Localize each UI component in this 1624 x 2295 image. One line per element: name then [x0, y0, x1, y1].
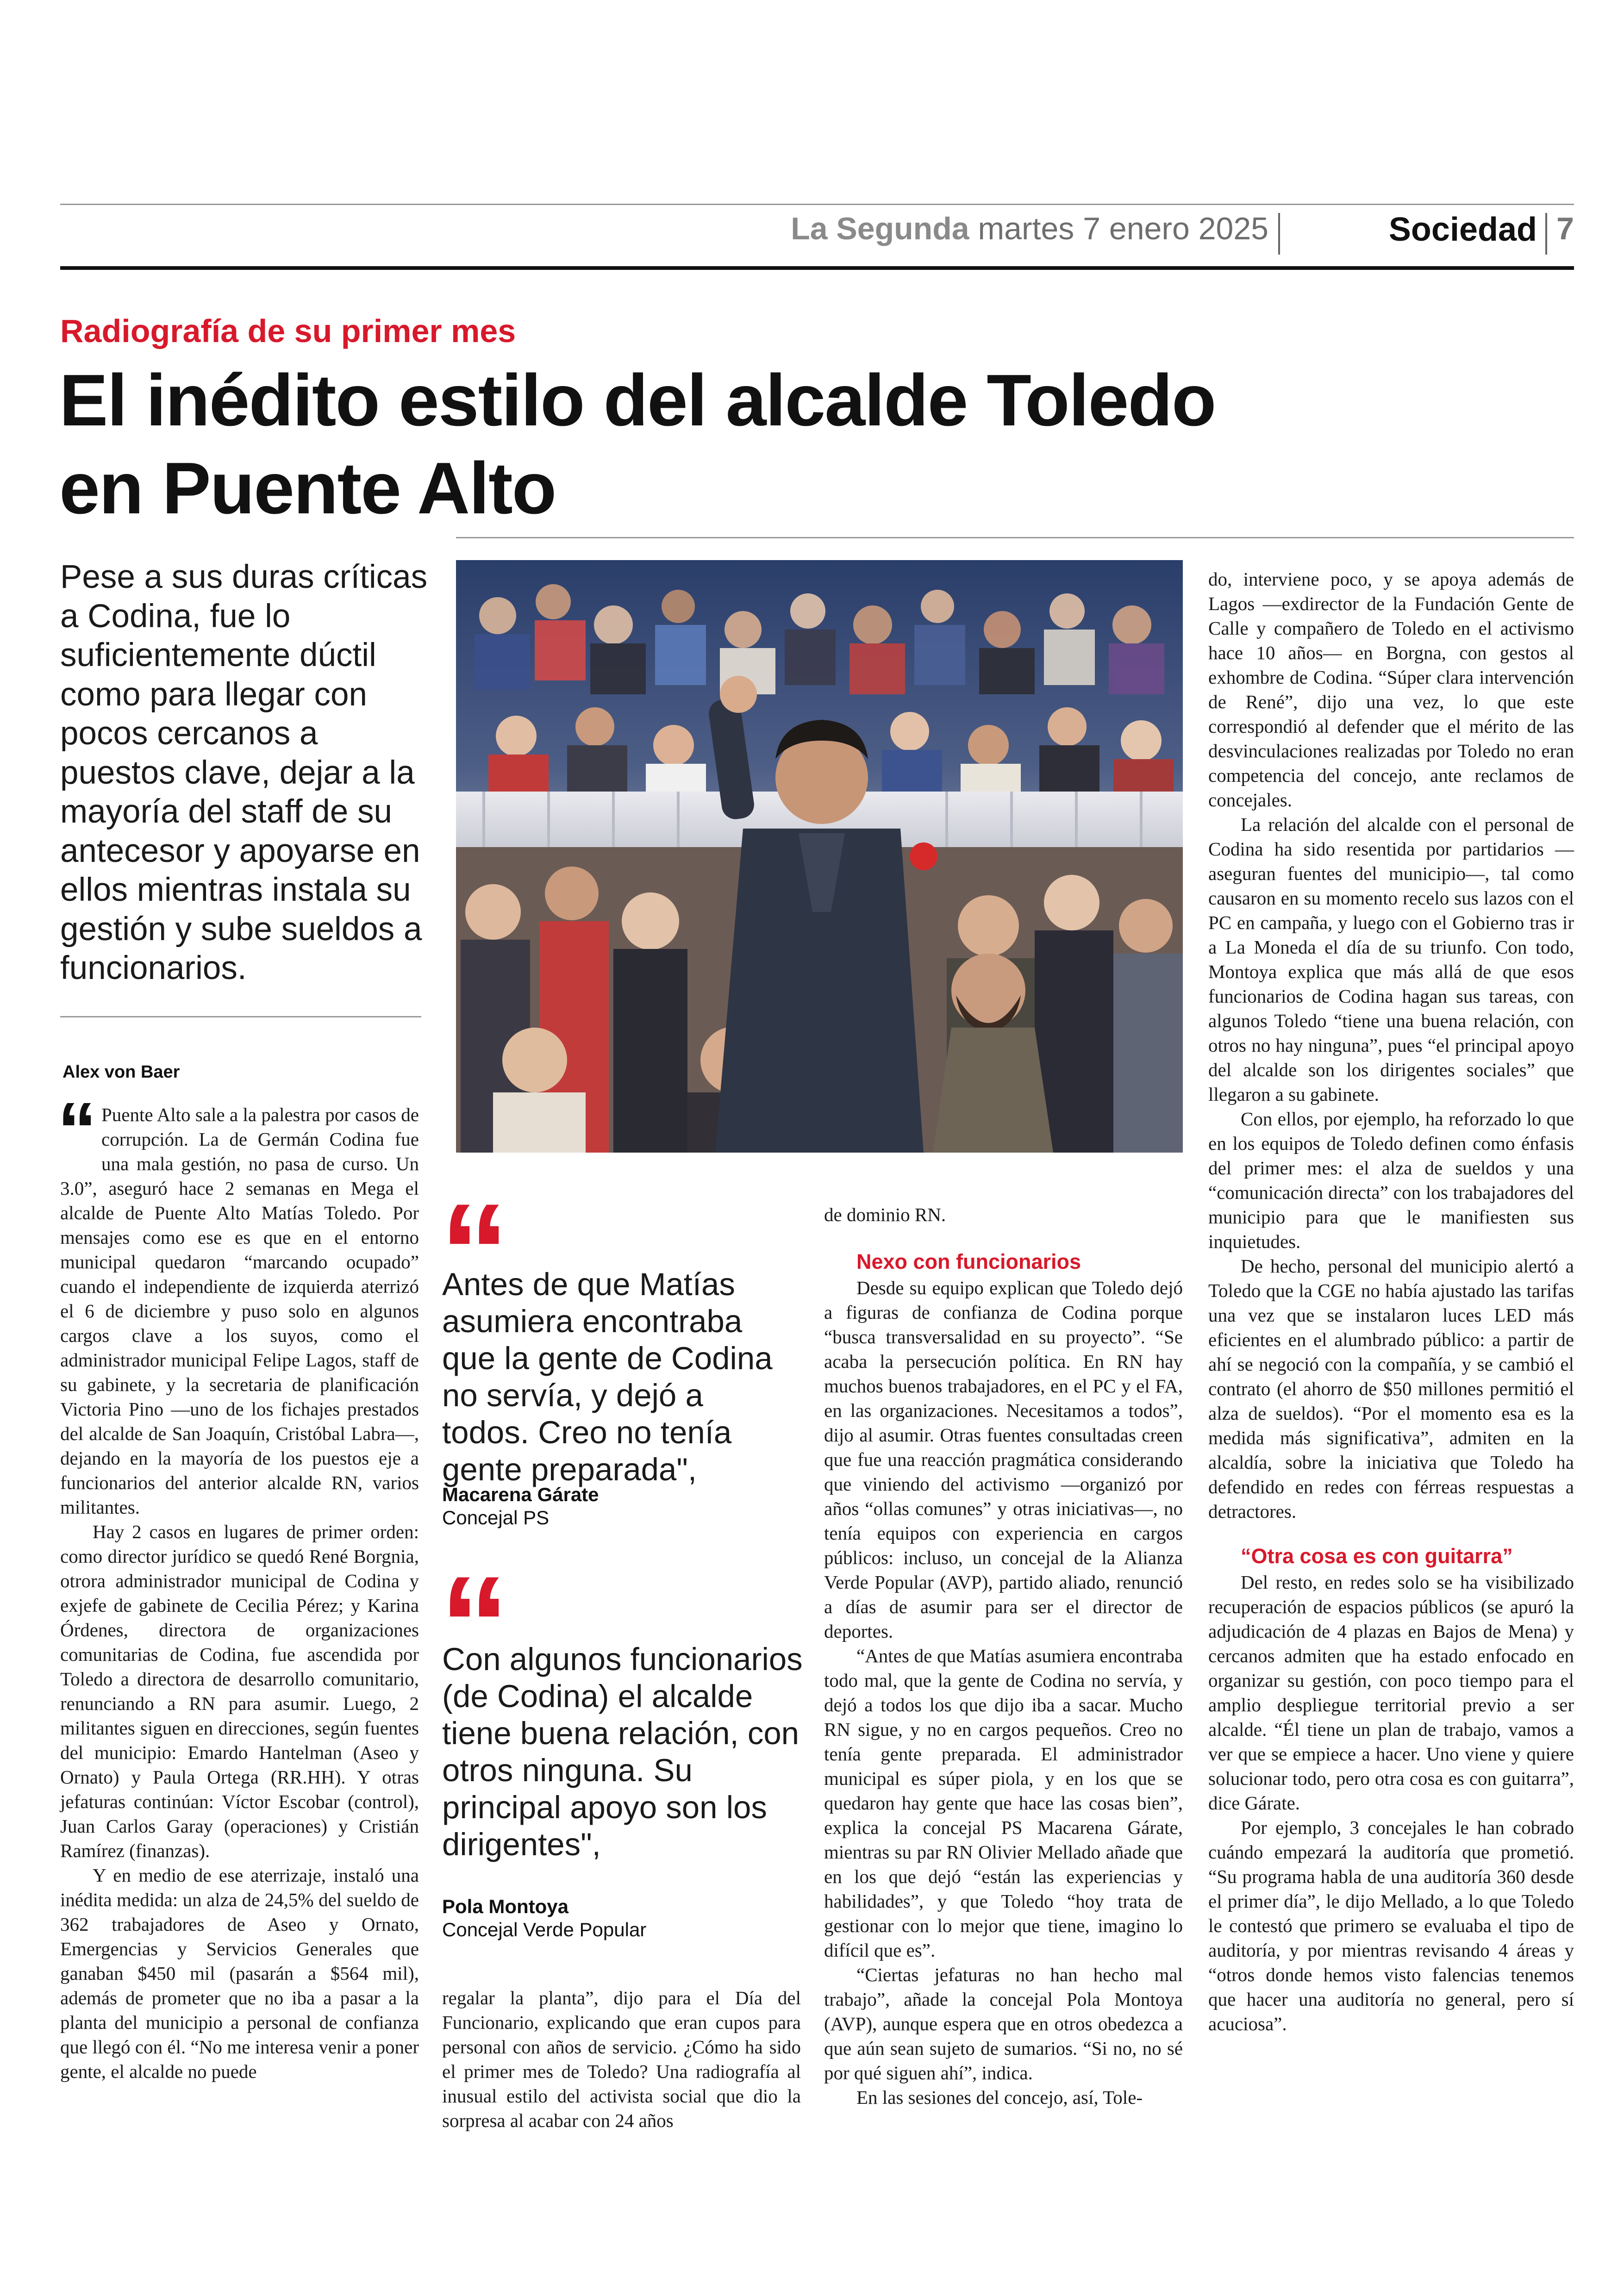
pullquote-1-role: Concejal PS	[442, 1507, 550, 1528]
headline-rule	[456, 537, 1574, 538]
body-paragraph: “Antes de que Matías asumiera encontraba todo mal, que la gente de Codina no servía, y dejó a todos los que dijo iba a sacar. Mucho RN sigue, y no en cargos pequeños. Creo no tenía gente preparada. El administrador municipal es súper piola, y en los que se quedaron hay gente que hace las cosas bien”, explica la concejal PS Macarena Gárate, mientras su par RN Olivier Mellado añade que en los que dejó “están las experiencias y habilidades”, y que Toledo “hoy trata de gestionar con lo mejor que tiene, imagino lo difícil que es”.	[824, 1645, 1183, 1961]
subhead-nexo: Nexo con funcionarios	[856, 1250, 1081, 1273]
page-number: 7	[1556, 211, 1574, 246]
body-column-1	[57, 1086, 419, 2084]
article-lede: Pese a sus duras críticas a Codina, fue lo suficientemente dúctil como para llegar con pocos cercanos a puestos clave, dejar a la mayoría del staff de su antecesor y apoyarse en ellos mientras instala su gestión y sube sueldos a funcionarios.	[60, 559, 428, 986]
body-paragraph: de dominio RN.	[824, 1204, 946, 1225]
pullquote-1-mark: “	[440, 1174, 509, 1330]
article-headline	[59, 356, 1518, 532]
pullquote-2-text: Con algunos funcionarios (de Codina) el alcalde tiene buena relación, con otros ninguna. Su principal apoyo son los dirigentes",	[442, 1641, 803, 1862]
body-paragraph: Con ellos, por ejemplo, ha reforzado lo que en los equipos de Toledo definen como énfasis del primer mes: el alza de sueldos y una “comunicación directa” con los trabajadores del municipio para que le manifiesten sus inquietudes.	[1208, 1108, 1574, 1252]
body-column-4	[1208, 567, 1574, 2036]
masthead-separator	[1278, 213, 1280, 255]
body-paragraph: En las sesiones del concejo, así, Tole-	[856, 2087, 1143, 2108]
byline: Alex von Baer	[62, 1062, 180, 1082]
body-paragraph: De hecho, personal del municipio alertó a Toledo que la CGE no había ajustado las tarifas una vez que se instalaron luces LED más eficientes en el alumbrado público: a partir de ahí se negoció con la compañía, y se cambió el contrato (el ahorro de $50 millones permitió el alza de sueldos). “Por el momento esa es la medida más significativa”, admiten en la alcaldía, sobre la iniciativa que Toledo ha defendido en redes con férreas respuestas a detractores.	[1208, 1255, 1574, 1522]
body-column-3	[824, 1203, 1183, 2110]
masthead-separator	[1545, 213, 1547, 255]
body-paragraph: “Ciertas jefaturas no han hecho mal trabajo”, añade la concejal Pola Montoya (AVP), aunque espera que en otros obedezca a que aún sean sujeto de sumarios. “Si no, no sé por qué siguen ahí”, indica.	[824, 1964, 1183, 2083]
masthead-publication: La Segunda martes 7 enero 2025	[791, 211, 1268, 246]
article-kicker: Radiografía de su primer mes	[60, 313, 516, 349]
pullquote-2-name: Pola Montoya	[442, 1896, 569, 1917]
pullquote-2-mark: “	[440, 1547, 509, 1703]
body-paragraph: Por ejemplo, 3 concejales le han cobrado cuándo empezará la auditoría que prometió. “Su programa habla de una auditoría 360 desde el primer día”, le dijo Mellado, a lo que Toledo le contestó que primero se evaluaba el tipo de auditoría, y por mientras revisando 4 áreas y “otros donde hemos visto falencias tenemos que hacer una auditoría no general, pero sí acuciosa”.	[1208, 1817, 1574, 2034]
subhead-guitarra: “Otra cosa es con guitarra”	[1241, 1544, 1513, 1568]
masthead	[60, 204, 1574, 268]
body-column-2	[442, 1986, 801, 2133]
opening-quote-mark: “	[57, 1086, 97, 1174]
body-paragraph: La relación del alcalde con el personal de Codina ha sido resentida por partidarios —aseguran fuentes del municipio—, tal como causaron en su momento recelo sus lazos con el PC en campaña, y luego con el Gobierno tras ir a La Moneda el día de su triunfo. Con todo, Montoya explica que más allá de que esos funcionarios de Codina hagan sus tareas, con algunos Toledo “tiene una buena relación, con otros no hay ninguna”, pues “el principal apoyo del alcalde son los dirigentes sociales” que llegaron a su gabinete.	[1208, 814, 1574, 1105]
body-paragraph: “ Puente Alto sale a la palestra por casos de corrupción. La de Germán Codina fue una mala gestión, no pasa de curso. Un 3.0”, aseguró hace 2 semanas en Mega el alcalde de Puente Alto Matías Toledo. Por mensajes como ese es que en el entorno municipal quedaron “marcando ocupado” cuando el independiente de izquierda aterrizó el 6 de diciembre y puso solo en algunos cargos clave a los suyos, como el administrador municipal Felipe Lagos, staff de su gabinete, y la secretaria de planificación Victoria Pino —uno de los fichajes prestados del alcalde de San Joaquín, Cristóbal Labra—, dejando en la mayoría de los puestos eje a funcionarios del anterior alcalde RN, varios militantes.	[57, 1086, 419, 1518]
body-paragraph: Desde su equipo explican que Toledo dejó a figuras de confianza de Codina porque “busca transversalidad en su proyecto”. “Se acaba la persecución política. En RN hay muchos buenos trabajadores, en el PC y el FA, en las organizaciones. Necesitamos a todos”, dijo al asumir. Otras fuentes consultadas creen que fue una reacción pragmática considerando que viniendo del activismo —organizó por años “ollas comunes” y otras iniciativas—, no tenía equipos con experiencia en cargos públicos: incluso, un concejal de la Alianza Verde Popular (AVP), partido aliado, renunció a días de asumir para ser el director de deportes.	[824, 1277, 1183, 1642]
headline-line-2: en Puente Alto	[59, 448, 556, 529]
masthead-bottom-rule	[60, 266, 1574, 270]
article-photo	[456, 560, 1183, 1153]
lede-rule	[60, 1016, 421, 1017]
pullquote-1-name: Macarena Gárate	[442, 1484, 599, 1505]
body-paragraph: Y en medio de ese aterrizaje, instaló una inédita medida: un alza de 24,5% del sueldo de 362 trabajadores de Aseo y Ornato, Emergencias y Servicios Generales que ganaban $450 mil (pasarán a $564 mil), además de prometer que no iba a pasar a la planta del municipio a personal de confianza que llegó con él. “No me interesa venir a poner gente, el alcalde no puede	[60, 1865, 419, 2082]
pullquote-1-text: Antes de que Matías asumiera encontraba que la gente de Codina no servía, y dejó a todos. Creo no tenía gente preparada",	[442, 1266, 773, 1487]
pullquote-2-role: Concejal Verde Popular	[442, 1919, 647, 1940]
body-paragraph: regalar la planta”, dijo para el Día del Funcionario, explicando que eran cupos para personal con años de servicio. ¿Cómo ha sido el primer mes de Toledo? Una radiografía al inusual estilo del activista social que dio la sorpresa al acabar con 24 años	[442, 1987, 801, 2131]
body-paragraph: do, interviene poco, y se apoya además de Lagos —exdirector de la Fundación Gente de Calle y compañero de Toledo en el activismo hace 10 años— en Borgna, con gestos al exhombre de Codina. “Súper clara intervención de René”, dijo una vez, lo que este correspondió al defender que el mérito de las desvinculaciones realizadas por Toledo no eran competencia del concejo, ante reclamos de concejales.	[1208, 568, 1574, 811]
body-paragraph: Del resto, en redes solo se ha visibilizado recuperación de espacios públicos (se apuró la adjudicación de 4 plazas en Bajos de Mena) y cercanos admiten que ha estado enfocado en organizar su gestión, con poco tiempo para el amplio despliegue territorial previo a ser alcalde. “Él tiene un plan de trabajo, vamos a ver que se empiece a hacer. Uno viene y quiere solucionar todo, pero otra cosa es con guitarra”, dice Gárate.	[1208, 1572, 1574, 1814]
body-paragraph: Hay 2 casos en lugares de primer orden: como director jurídico se quedó René Borgnia, otrora administrador municipal de Codina y exjefe de gabinete de Cecilia Pérez; y Karina Órdenes, directora de organizaciones comunitarias de Codina, fue ascendida por Toledo a directora de desarrollo comunitario, renunciando a RN para asumir. Luego, 2 militantes siguen en direcciones, según fuentes del municipio: Emardo Hantelman (Aseo y Ornato) y Paula Ortega (RR.HH). Y otras jefaturas continúan: Víctor Escobar (control), Juan Carlos Garay (operaciones) y Cristián Ramírez (finanzas).	[60, 1521, 419, 1861]
headline-line-1: El inédito estilo del alcalde Toledo	[59, 360, 1216, 441]
masthead-section: Sociedad	[1388, 211, 1537, 248]
